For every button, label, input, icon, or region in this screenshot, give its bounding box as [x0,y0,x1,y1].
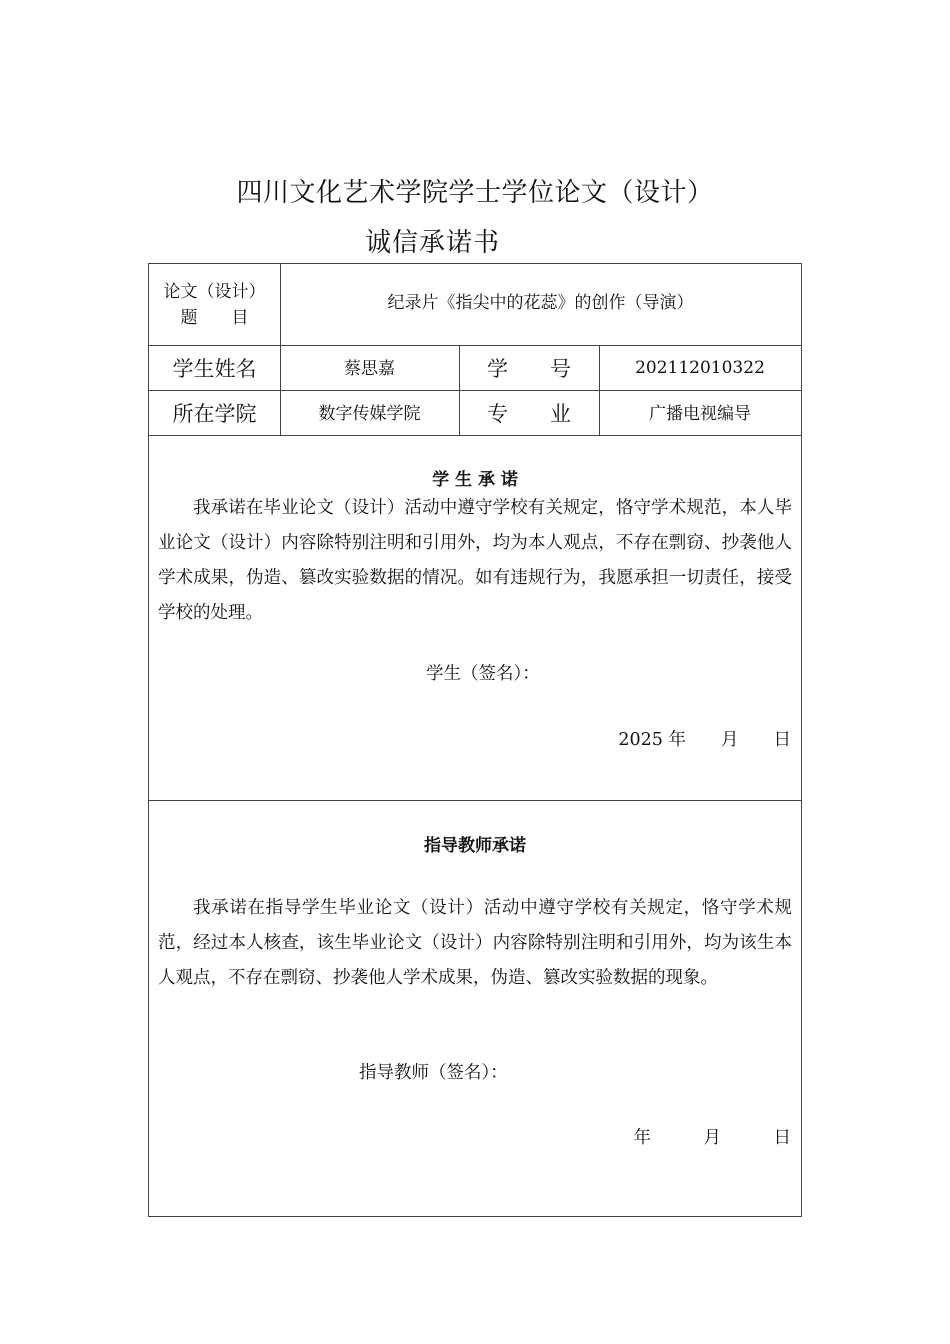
advisor-commitment-heading: 指导教师承诺 [424,836,526,856]
row-divider [149,435,801,436]
college-value: 数字传媒学院 [318,403,421,424]
topic-label [149,264,280,345]
student-id-label: 学 号 [487,356,571,381]
advisor-signature-label: 指导教师（签名）： [359,1063,508,1083]
section-divider [149,800,801,801]
advisor-commitment-body: 我承诺在指导学生毕业论文（设计）活动中遵守学校有关规定，恪守学术规范，经过本人核查，该生毕业论文（设计）内容除特别注明和引用外，均为该生本人观点，不存在剽窃、抄袭他人学术成果，伪造、篡改实验数据的现象。 [158,898,792,988]
student-date: 2025 年 月 日 [618,730,791,750]
student-id-value: 202112010322 [635,357,765,378]
student-name-label: 学生姓名 [172,356,257,381]
topic-label-line1: 论文（设计） [163,281,266,302]
topic-label-line2: 题 目 [180,307,249,328]
topic-value: 纪录片《指尖中的花蕊》的创作（导演） [387,292,694,313]
major-value: 广播电视编导 [649,403,751,424]
document-title: 四川文化艺术学院学士学位论文（设计） [236,178,714,208]
major-label: 专 业 [487,401,571,426]
college-label: 所在学院 [172,401,257,426]
student-commitment-heading: 学 生 承 诺 [432,470,518,490]
document-subtitle: 诚信承诺书 [365,228,501,258]
student-commitment-body: 我承诺在毕业论文（设计）活动中遵守学校有关规定，恪守学术规范，本人毕业论文（设计）内容除特别注明和引用外，均为本人观点，不存在剽窃、抄袭他人学术成果，伪造、篡改实验数据的情况。如有违规行为，我愿承担一切责任，接受学校的处理。 [158,498,792,623]
commitment-form [148,263,802,1217]
student-name-value: 蔡思嘉 [344,358,395,379]
student-signature-label: 学生（签名）： [426,664,540,684]
advisor-date: 年 月 日 [633,1128,791,1148]
